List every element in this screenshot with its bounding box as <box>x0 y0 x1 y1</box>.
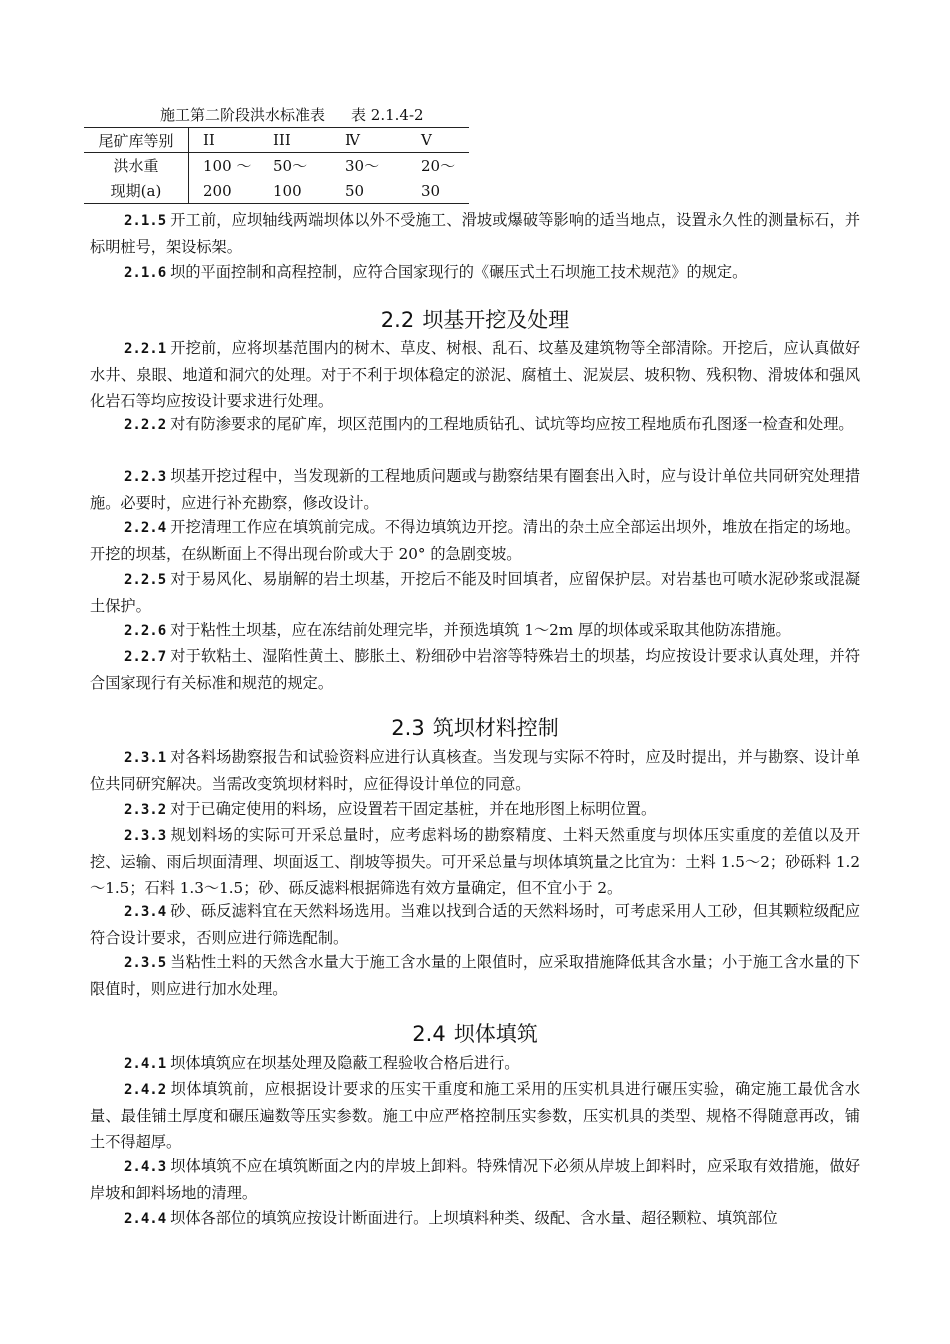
clause-number: 2.2.1 <box>124 341 167 357</box>
clause-text: 开工前，应坝轴线两端坝体以外不受施工、滑坡或爆破等影响的适当地点，设置永久性的测量标石，并标明桩号，架设标架。 <box>90 211 860 256</box>
clause-2-3-4 <box>90 898 860 951</box>
clause-text: 坝体填筑不应在填筑断面之内的岸坡上卸料。特殊情况下必须从岸坡上卸料时，应采取有效措施，做好岸坡和卸料场地的清理。 <box>90 1157 860 1202</box>
clause-number: 2.2.4 <box>124 520 167 536</box>
table-caption <box>160 104 424 125</box>
table-cell: 100 <box>273 178 345 204</box>
clause-number: 2.2.6 <box>124 623 167 639</box>
clause-2-2-5 <box>90 566 860 619</box>
clause-2-2-3 <box>90 463 860 516</box>
clause-2-1-5 <box>90 207 860 260</box>
clause-2-2-7 <box>90 643 860 696</box>
clause-number: 2.1.5 <box>124 213 167 229</box>
section-heading-2-4 <box>0 1018 950 1048</box>
clause-2-1-6 <box>90 259 860 286</box>
clause-2-2-4 <box>90 514 860 567</box>
table-caption-number: 表 2.1.4-2 <box>351 106 424 124</box>
clause-number: 2.3.4 <box>124 904 167 920</box>
section-number: 2.4 <box>412 1022 446 1046</box>
clause-2-2-1 <box>90 335 860 414</box>
clause-2-3-1 <box>90 744 860 797</box>
clause-2-3-3 <box>90 822 860 901</box>
table-cell: 30～ <box>345 157 380 175</box>
clause-number: 2.4.3 <box>124 1159 167 1175</box>
clause-2-4-2 <box>90 1076 860 1155</box>
section-number: 2.3 <box>391 716 425 740</box>
table-row <box>84 178 469 204</box>
clause-number: 2.2.3 <box>124 469 167 485</box>
table-cell: 200 <box>189 178 274 204</box>
clause-text: 坝体各部位的填筑应按设计断面进行。上坝填料种类、级配、含水量、超径颗粒、填筑部位 <box>170 1209 778 1227</box>
section-title: 坝体填筑 <box>453 1022 538 1046</box>
clause-text: 坝的平面控制和高程控制，应符合国家现行的《碾压式土石坝施工技术规范》的规定。 <box>170 263 748 281</box>
clause-text: 开挖清理工作应在填筑前完成。不得边填筑边开挖。清出的杂土应全部运出坝外，堆放在指定的场地。开挖的坝基，在纵断面上不得出现台阶或大于 20° 的急剧变坡。 <box>90 518 860 563</box>
clause-2-3-2 <box>90 796 860 823</box>
table-cell: 20～ <box>421 157 456 175</box>
clause-2-4-4 <box>90 1205 860 1232</box>
section-heading-2-2 <box>0 304 950 334</box>
clause-text: 砂、砾反滤料宜在天然料场选用。当难以找到合适的天然料场时，可考虑采用人工砂，但其颗粒级配应符合设计要求，否则应进行筛选配制。 <box>90 902 860 947</box>
clause-text: 开挖前，应将坝基范围内的树木、草皮、树根、乱石、坟墓及建筑物等全部清除。开挖后，应认真做好水井、泉眼、地道和洞穴的处理。对于不利于坝体稳定的淤泥、腐植土、泥炭层、坡积物、残积物、滑坡体和强风化岩石等均应按设计要求进行处理。 <box>90 339 860 410</box>
section-heading-2-3 <box>0 712 950 742</box>
clause-number: 2.2.5 <box>124 572 167 588</box>
clause-text: 对于软粘土、湿陷性黄土、膨胀土、粉细砂中岩溶等特殊岩土的坝基，均应按设计要求认真处理，并符合国家现行有关标准和规范的规定。 <box>90 647 860 692</box>
clause-text: 坝基开挖过程中，当发现新的工程地质问题或与勘察结果有圈套出入时，应与设计单位共同研究处理措施。必要时，应进行补充勘察，修改设计。 <box>90 467 860 512</box>
clause-2-2-6 <box>90 617 860 644</box>
clause-text: 对有防渗要求的尾矿库，坝区范围内的工程地质钻孔、试坑等均应按工程地质布孔图逐一检查和处理。 <box>170 415 854 433</box>
clause-text: 对于粘性土坝基，应在冻结前处理完毕，并预选填筑 1～2m 厚的坝体或采取其他防冻措施。 <box>170 621 791 639</box>
clause-number: 2.4.2 <box>124 1082 167 1098</box>
clause-text: 规划料场的实际可开采总量时，应考虑料场的勘察精度、土料天然重度与坝体压实重度的差值以及开挖、运输、雨后坝面清理、坝面返工、削坡等损失。可开采总量与坝体填筑量之比宜为：土料 1.5～2；砂砾料 1.2～1.5；石料 1.3～1.5；砂、砾反滤料根据筛选有效方量确定，但不宜小于 2。 <box>90 826 860 897</box>
clause-number: 2.1.6 <box>124 265 167 281</box>
table-row <box>84 153 469 179</box>
row-label: 现期(a) <box>84 178 189 204</box>
table-caption-title: 施工第二阶段洪水标准表 <box>160 106 326 124</box>
clause-text: 对于易风化、易崩解的岩土坝基，开挖后不能及时回填者，应留保护层。对岩基也可喷水泥砂浆或混凝土保护。 <box>90 570 860 615</box>
clause-text: 对于已确定使用的料场，应设置若干固定基桩，并在地形图上标明位置。 <box>170 800 657 818</box>
table-cell: 50～ <box>273 157 308 175</box>
clause-text: 坝体填筑前，应根据设计要求的压实干重度和施工采用的压实机具进行碾压实验，确定施工最优含水量、最佳铺土厚度和碾压遍数等压实参数。施工中应严格控制压实参数，压实机具的类型、规格不得随意再改，铺土不得超厚。 <box>90 1080 860 1151</box>
table-header-cell: III <box>273 128 345 153</box>
clause-2-4-3 <box>90 1153 860 1206</box>
section-title: 坝基开挖及处理 <box>422 308 570 332</box>
clause-number: 2.3.3 <box>124 828 167 844</box>
table-cell: 50 <box>345 178 421 204</box>
clause-text: 当粘性土料的天然含水量大于施工含水量的上限值时，应采取措施降低其含水量；小于施工含水量的下限值时，则应进行加水处理。 <box>90 953 860 998</box>
clause-number: 2.4.4 <box>124 1211 167 1227</box>
clause-text: 对各料场勘察报告和试验资料应进行认真核查。当发现与实际不符时，应及时提出，并与勘察、设计单位共同研究解决。当需改变筑坝材料时，应征得设计单位的同意。 <box>90 748 860 793</box>
clause-number: 2.2.2 <box>124 417 167 433</box>
clause-number: 2.3.5 <box>124 955 167 971</box>
clause-2-2-2 <box>90 411 860 438</box>
section-title: 筑坝材料控制 <box>432 716 559 740</box>
flood-standard-table <box>84 127 469 204</box>
clause-number: 2.2.7 <box>124 649 167 665</box>
clause-number: 2.3.2 <box>124 802 167 818</box>
table-header-cell: 尾矿库等别 <box>84 128 189 153</box>
clause-number: 2.4.1 <box>124 1056 167 1072</box>
table-header-cell: Ⅳ <box>345 128 421 153</box>
clause-2-4-1 <box>90 1050 860 1077</box>
table-header-cell: II <box>189 128 274 153</box>
table-cell: 30 <box>421 178 469 204</box>
clause-number: 2.3.1 <box>124 750 167 766</box>
row-label: 洪水重 <box>84 153 189 179</box>
section-number: 2.2 <box>380 308 415 332</box>
table-header-cell: V <box>421 128 469 153</box>
clause-2-3-5 <box>90 949 860 1002</box>
clause-text: 坝体填筑应在坝基处理及隐蔽工程验收合格后进行。 <box>170 1054 520 1072</box>
table-header-row <box>84 128 469 153</box>
table-cell: 100 ～ <box>203 157 252 175</box>
